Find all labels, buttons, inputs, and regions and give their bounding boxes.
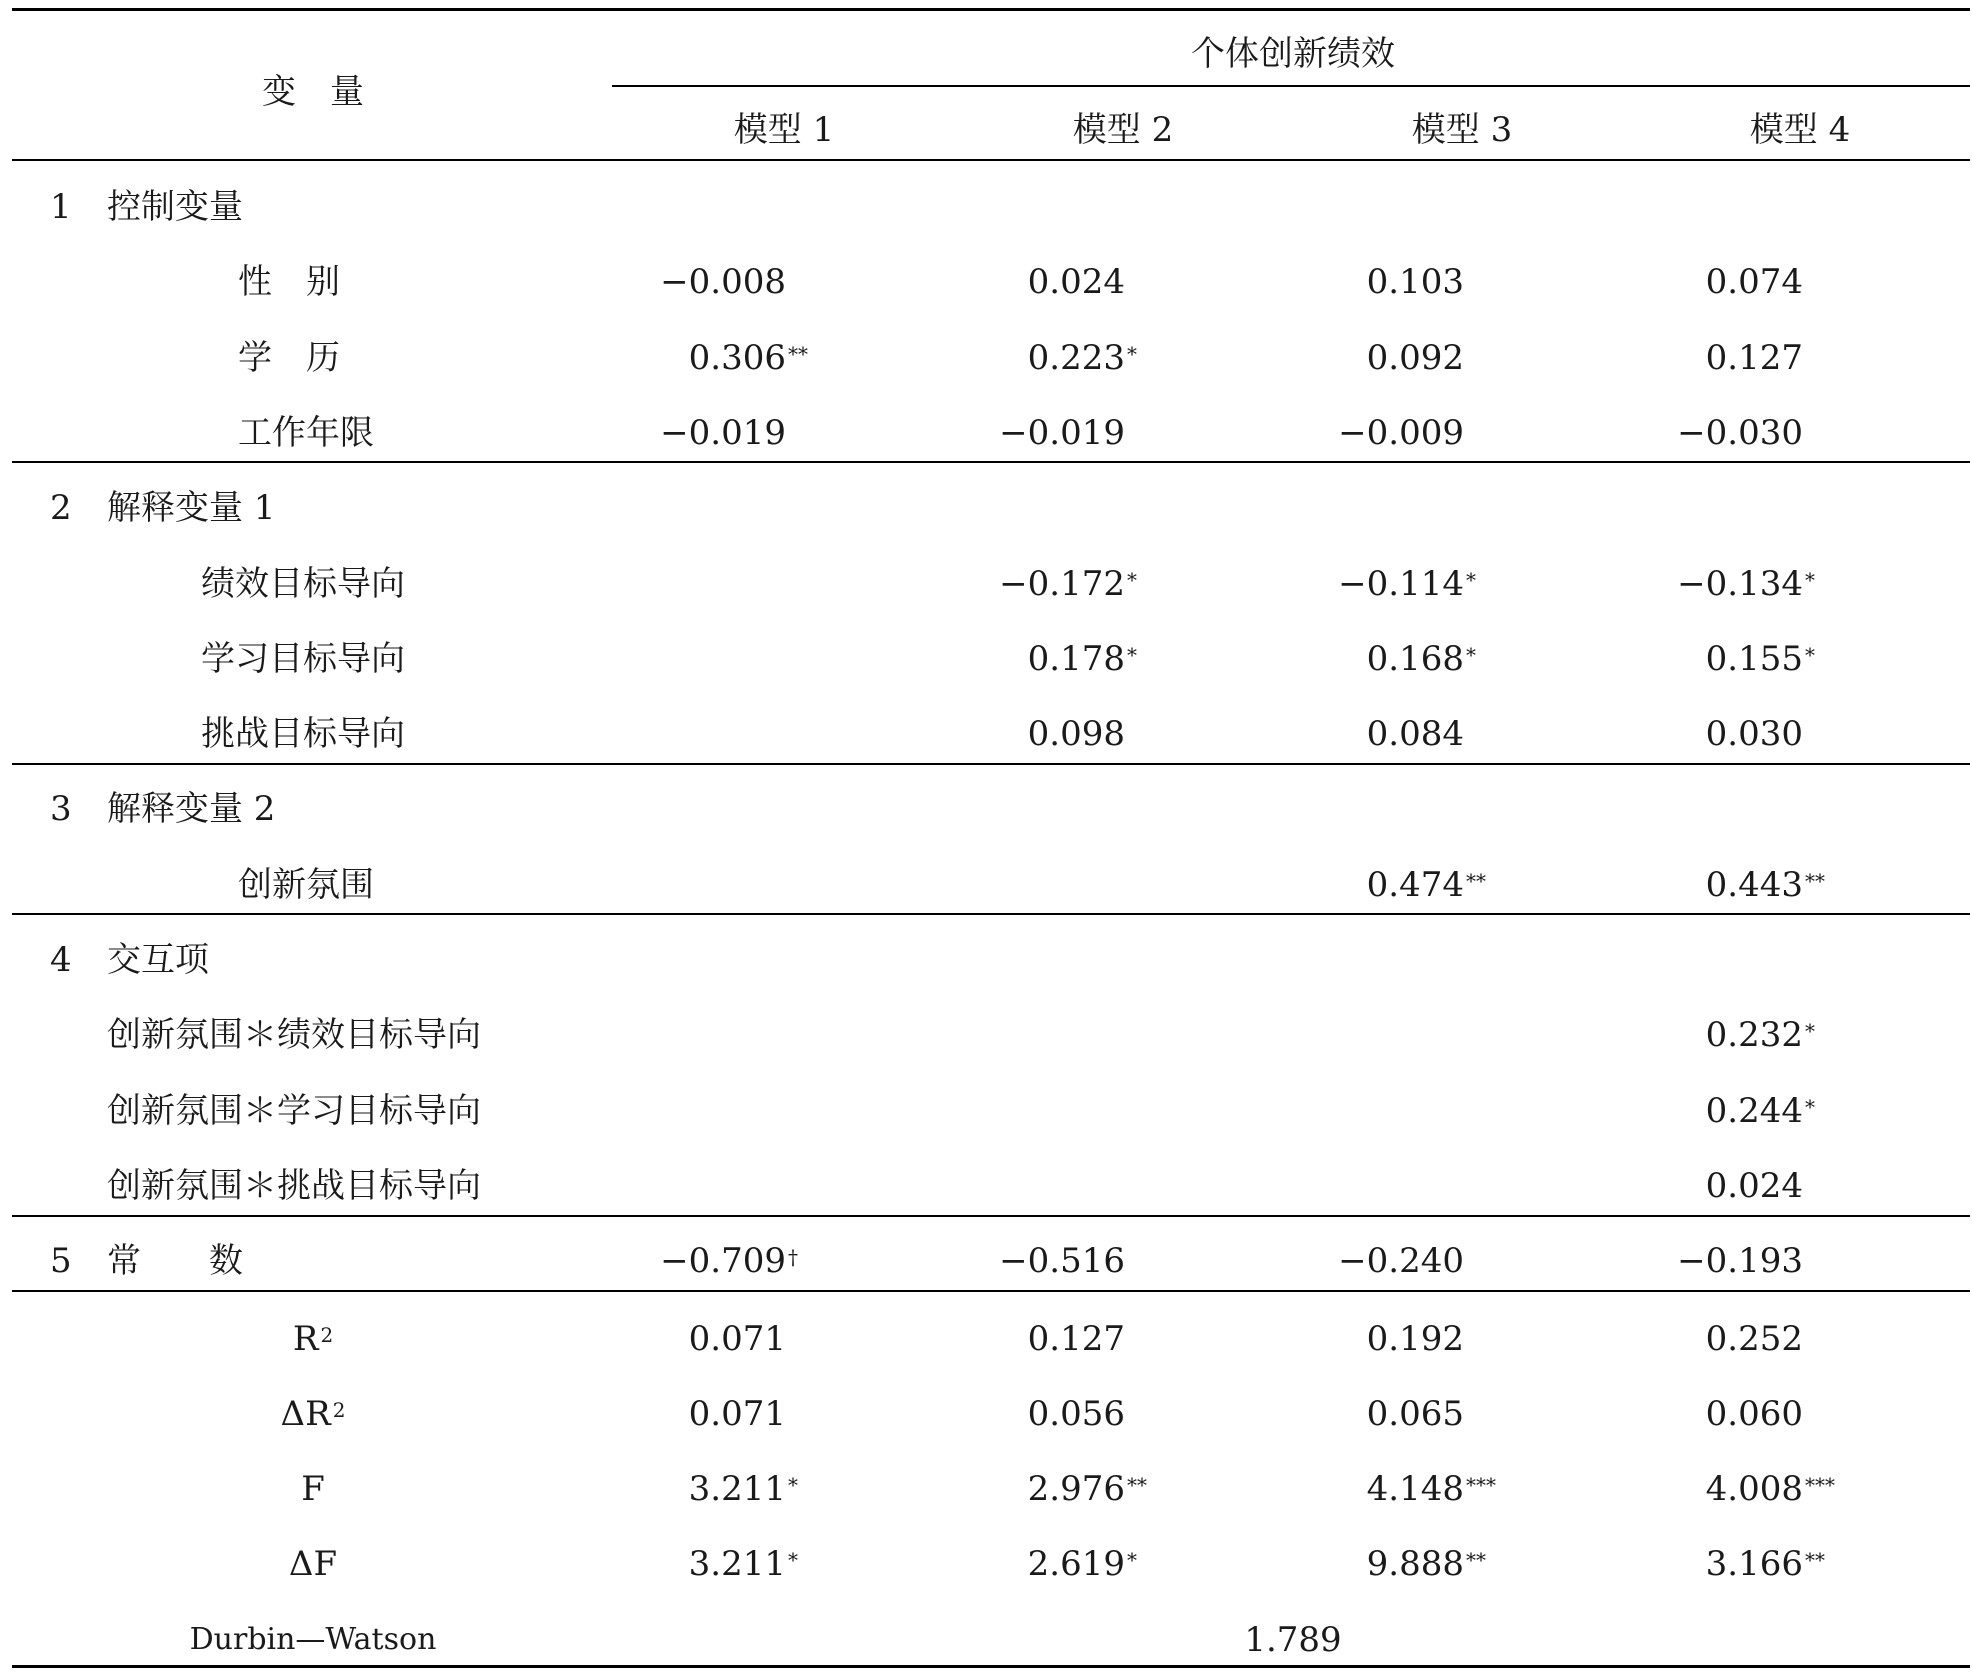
cell-model-1 xyxy=(689,1469,832,1509)
cell-model-4 xyxy=(1706,865,1849,905)
cell-model-3 xyxy=(1367,1319,1510,1359)
coefficient-value: −0.008 xyxy=(660,262,786,303)
significance-marker: * xyxy=(788,1548,798,1573)
cell-model-4 xyxy=(1706,338,1849,378)
cell-model-4 xyxy=(1706,1544,1849,1584)
cell-model-3 xyxy=(1367,865,1510,905)
stat-label xyxy=(281,1394,346,1434)
cell-model-3 xyxy=(1367,639,1510,679)
coefficient-value: 0.065 xyxy=(1366,1393,1464,1434)
coefficient-value: 0.232 xyxy=(1705,1015,1803,1056)
cell-model-2 xyxy=(999,564,1171,604)
row-label: 常 数 xyxy=(107,1241,243,1282)
cell-model-4 xyxy=(1706,1015,1849,1055)
cell-model-4 xyxy=(1706,1394,1849,1434)
coefficient-value: 4.008 xyxy=(1705,1469,1803,1510)
cell-model-1 xyxy=(689,1394,832,1434)
coefficient-value: 0.127 xyxy=(1027,1318,1125,1359)
significance-marker: * xyxy=(1127,567,1137,592)
coefficient-value: 0.092 xyxy=(1366,337,1464,378)
section-title: 解释变量 1 xyxy=(107,488,276,529)
coefficient-value: 0.024 xyxy=(1705,1165,1803,1206)
coefficient-value: −0.134 xyxy=(1677,563,1803,604)
coefficient-value: 2.619 xyxy=(1027,1544,1125,1585)
cell-model-1 xyxy=(660,413,832,453)
row-label: 学习目标导向 xyxy=(201,638,405,679)
coefficient-value: 0.244 xyxy=(1705,1090,1803,1131)
model-2-header: 模型 2 xyxy=(1072,110,1174,150)
stat-label-text: ΔF xyxy=(288,1544,338,1585)
section-rule-4 xyxy=(12,1215,1970,1217)
significance-marker: ** xyxy=(1805,868,1825,893)
significance-marker: *** xyxy=(1466,1473,1496,1498)
group-rule xyxy=(612,85,1970,87)
coefficient-value: −0.172 xyxy=(999,563,1125,604)
significance-marker: ** xyxy=(788,341,808,366)
coefficient-value: 0.168 xyxy=(1366,638,1464,679)
cell-model-3 xyxy=(1338,413,1510,453)
significance-marker: ** xyxy=(1805,1548,1825,1573)
coefficient-value: 0.252 xyxy=(1705,1318,1803,1359)
significance-marker: ** xyxy=(1127,1473,1147,1498)
cell-model-3 xyxy=(1367,338,1510,378)
coefficient-value: −0.009 xyxy=(1338,412,1464,453)
coefficient-value: 4.148 xyxy=(1366,1469,1464,1510)
section-title: 交互项 xyxy=(107,940,209,980)
coefficient-value: 0.103 xyxy=(1366,262,1464,303)
row-label: 学 历 xyxy=(238,337,340,378)
coefficient-value: −0.019 xyxy=(660,412,786,453)
row-label: 工作年限 xyxy=(238,412,374,453)
significance-marker: * xyxy=(1127,1548,1137,1573)
row-label: 绩效目标导向 xyxy=(201,563,405,604)
coefficient-value: −0.516 xyxy=(999,1241,1125,1282)
section-rule-3 xyxy=(12,913,1970,915)
cell-model-3 xyxy=(1367,262,1510,302)
cell-model-3 xyxy=(1367,714,1510,754)
coefficient-value: 0.071 xyxy=(688,1318,786,1359)
cell-model-2 xyxy=(1028,262,1171,302)
significance-marker: ** xyxy=(1466,868,1486,893)
row-label: 创新氛围＊挑战目标导向 xyxy=(107,1165,481,1206)
significance-marker: * xyxy=(1805,642,1815,667)
cell-model-2 xyxy=(999,413,1171,453)
cell-model-2 xyxy=(1028,714,1171,754)
coefficient-value: 0.098 xyxy=(1027,714,1125,755)
cell-model-2 xyxy=(1028,1469,1171,1509)
coefficient-value: −0.193 xyxy=(1677,1241,1803,1282)
section-number: 4 xyxy=(50,940,72,980)
coefficient-value: 0.074 xyxy=(1705,262,1803,303)
cell-model-3 xyxy=(1367,1394,1510,1434)
cell-model-4 xyxy=(1706,1469,1849,1509)
durbin-watson-value: 1.789 xyxy=(1244,1619,1342,1660)
model-3-header: 模型 3 xyxy=(1411,110,1513,150)
significance-marker: † xyxy=(788,1245,798,1270)
coefficient-value: 0.155 xyxy=(1705,638,1803,679)
cell-model-2 xyxy=(1028,1544,1171,1584)
significance-marker: * xyxy=(1466,567,1476,592)
stat-label-text: ΔR xyxy=(280,1393,331,1434)
cell-model-3 xyxy=(1338,1241,1510,1281)
model-4-header: 模型 4 xyxy=(1749,110,1851,150)
significance-marker: * xyxy=(1805,1094,1815,1119)
cell-model-1 xyxy=(689,1544,832,1584)
cell-model-3 xyxy=(1338,564,1510,604)
coefficient-value: 0.056 xyxy=(1027,1393,1125,1434)
coefficient-value: 3.211 xyxy=(688,1469,786,1510)
cell-model-1 xyxy=(689,1319,832,1359)
coefficient-value: −0.709 xyxy=(660,1241,786,1282)
cell-model-2 xyxy=(1028,1319,1171,1359)
cell-model-4 xyxy=(1706,639,1849,679)
coefficient-value: 3.166 xyxy=(1705,1544,1803,1585)
section-number: 2 xyxy=(50,488,72,529)
section-title: 解释变量 2 xyxy=(107,789,276,830)
section-number: 5 xyxy=(50,1241,72,1282)
stat-label xyxy=(293,1319,333,1359)
significance-marker: * xyxy=(1466,642,1476,667)
coefficient-value: 0.443 xyxy=(1705,864,1803,905)
cell-model-4 xyxy=(1706,714,1849,754)
coefficient-value: 0.060 xyxy=(1705,1393,1803,1434)
cell-model-2 xyxy=(1028,639,1171,679)
significance-marker: * xyxy=(1127,642,1137,667)
cell-model-4 xyxy=(1677,564,1849,604)
bottom-rule xyxy=(12,1665,1970,1668)
model-1-header: 模型 1 xyxy=(733,110,835,150)
coefficient-value: 0.127 xyxy=(1705,337,1803,378)
cell-model-1 xyxy=(660,1241,832,1281)
significance-marker: * xyxy=(1127,341,1137,366)
coefficient-value: 0.024 xyxy=(1027,262,1125,303)
stat-label xyxy=(301,1469,325,1509)
stat-label-superscript: 2 xyxy=(320,1322,334,1347)
coefficient-value: 0.474 xyxy=(1366,864,1464,905)
coefficient-value: 0.192 xyxy=(1366,1318,1464,1359)
stat-label-text: R xyxy=(292,1318,319,1359)
row-label: 创新氛围＊绩效目标导向 xyxy=(107,1015,481,1056)
coefficient-value: −0.114 xyxy=(1338,563,1464,604)
cell-model-4 xyxy=(1706,1166,1849,1206)
stat-label xyxy=(289,1544,337,1584)
coefficient-value: 0.071 xyxy=(688,1393,786,1434)
cell-model-2 xyxy=(999,1241,1171,1281)
section-number: 3 xyxy=(50,789,72,830)
cell-model-4 xyxy=(1677,1241,1849,1281)
durbin-watson-label: Durbin—Watson xyxy=(189,1621,437,1657)
section-rule-5 xyxy=(12,1290,1970,1292)
cell-model-1 xyxy=(689,338,832,378)
coefficient-value: 0.223 xyxy=(1027,337,1125,378)
coefficient-value: 9.888 xyxy=(1366,1544,1464,1585)
section-number: 1 xyxy=(50,187,72,227)
cell-model-1 xyxy=(660,262,832,302)
cell-model-4 xyxy=(1706,262,1849,302)
section-rule-2 xyxy=(12,763,1970,765)
coefficient-value: −0.019 xyxy=(999,412,1125,453)
cell-model-4 xyxy=(1677,413,1849,453)
significance-marker: *** xyxy=(1805,1473,1835,1498)
coefficient-value: 0.306 xyxy=(688,337,786,378)
cell-model-4 xyxy=(1706,1091,1849,1131)
coefficient-value: 2.976 xyxy=(1027,1469,1125,1510)
stat-label-text: F xyxy=(301,1469,325,1510)
variable-header: 变 量 xyxy=(262,72,364,112)
stat-label-superscript: 2 xyxy=(332,1397,346,1422)
dependent-variable-header: 个体创新绩效 xyxy=(1191,34,1395,74)
significance-marker: * xyxy=(1805,567,1815,592)
coefficient-value: −0.030 xyxy=(1677,412,1803,453)
row-label: 挑战目标导向 xyxy=(201,714,405,755)
cell-model-3 xyxy=(1367,1544,1510,1584)
section-title: 控制变量 xyxy=(107,187,243,227)
row-label: 创新氛围 xyxy=(238,864,374,905)
cell-model-3 xyxy=(1367,1469,1510,1509)
significance-marker: * xyxy=(788,1473,798,1498)
row-label: 创新氛围＊学习目标导向 xyxy=(107,1090,481,1131)
coefficient-value: 0.084 xyxy=(1366,714,1464,755)
header-rule xyxy=(12,159,1970,161)
coefficient-value: 0.030 xyxy=(1705,714,1803,755)
significance-marker: ** xyxy=(1466,1548,1486,1573)
cell-model-4 xyxy=(1706,1319,1849,1359)
coefficient-value: 0.178 xyxy=(1027,638,1125,679)
cell-model-2 xyxy=(1028,1394,1171,1434)
top-rule xyxy=(12,8,1970,11)
coefficient-value: −0.240 xyxy=(1338,1241,1464,1282)
section-rule-1 xyxy=(12,461,1970,463)
significance-marker: * xyxy=(1805,1019,1815,1044)
coefficient-value: 3.211 xyxy=(688,1544,786,1585)
row-label: 性 别 xyxy=(238,262,340,303)
cell-model-2 xyxy=(1028,338,1171,378)
